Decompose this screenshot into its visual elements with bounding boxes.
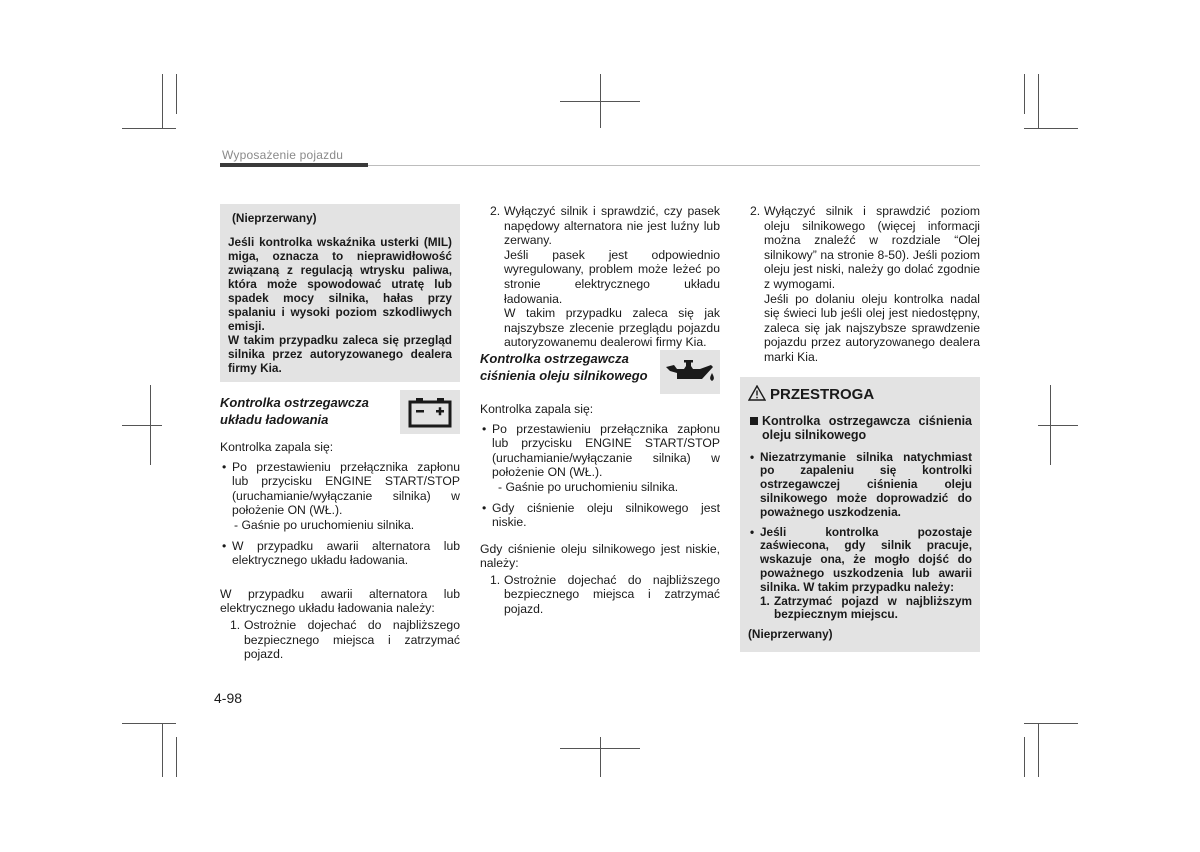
list-item: • W przypadku awarii alternatora lub elektrycznego układu ładowania.	[220, 539, 460, 568]
column-1	[220, 204, 460, 662]
oil-bullets	[480, 422, 720, 530]
caution-subheading: Kontrolka ostrzegawcza ciśnienia oleju silnikowego	[748, 414, 972, 443]
section-title: Wyposażenie pojazdu	[222, 148, 344, 162]
mil-warning-text: Jeśli kontrolka wskaźnika usterki (MIL) miga, oznacza to nieprawidłowość związaną z regulacją wtrysku paliwa, która może spowodować utratę lub spadek mocy silnika, hałas przy spalaniu i wysoki poziom szkodliwych emisji.	[228, 235, 452, 333]
continued-label: (Nieprzerwany)	[748, 627, 833, 642]
alternator-failure-intro: W przypadku awarii alternatora lub elektrycznego układu ładowania należy:	[220, 586, 460, 616]
page-number: 4-98	[214, 690, 243, 706]
header-rule-dark	[220, 163, 368, 167]
column-3	[740, 204, 980, 652]
charging-heading-row	[220, 392, 460, 428]
step-item: 2. Wyłączyć silnik i sprawdzić poziom oleju silnikowego (więcej informacji można znaleźć w rozdziale “Olej silnikowy” na stronie 8-50). Jeśli poziom oleju jest niski, należy go dolać zgodnie z wymogami. Jeśli po dolaniu oleju kontrolka nadal się świeci lub jeśli olej jest niedostępny, zaleca się jak najszybsze sprawdzenie pojazdu przez autoryzowanego dealera marki Kia.	[750, 204, 980, 364]
header-rule-light	[368, 165, 980, 166]
step-item: 2. Wyłączyć silnik i sprawdzić, czy pasek napędowy alternatora nie jest luźny lub zerwany. Jeśli pasek jest odpowiednio wyregulowany, problem może leżeć po stronie elektrycznego układu ładowania. W takim przypadku zaleca się jak najszybsze zlecenie przeglądu pojazdu autoryzowanemu dealerowi firmy Kia.	[490, 204, 720, 350]
list-item: • Niezatrzymanie silnika natychmiast po zapaleniu się kontrolki ostrzegawczej ciśnienia oleju silnikowego może doprowadzić do poważnego uszkodzenia.	[748, 451, 972, 520]
caution-box	[740, 377, 980, 652]
oil-pressure-icon	[660, 350, 720, 394]
list-item: • Po przestawieniu przełącznika zapłonu lub przycisku ENGINE START/STOP (uruchamianie/wyłączanie silnika) w położenie ON (WŁ.). - Gaśnie po uruchomieniu silnika.	[220, 460, 460, 533]
caution-body	[748, 451, 972, 642]
mil-continued-box	[220, 204, 460, 382]
charging-lights-up: Kontrolka zapala się:	[220, 440, 334, 454]
oil-lights-up: Kontrolka zapala się:	[480, 401, 594, 416]
column-2	[480, 204, 720, 617]
battery-warning-icon	[400, 390, 460, 434]
charging-bullets	[220, 460, 460, 568]
oil-heading-row	[480, 350, 720, 398]
square-bullet-icon	[750, 417, 758, 425]
warning-triangle-icon	[748, 385, 766, 406]
list-item: • Gdy ciśnienie oleju silnikowego jest niskie.	[480, 501, 720, 530]
step-item: 1. Ostrożnie dojechać do najbliższego bezpiecznego miejsca i zatrzymać pojazd.	[490, 572, 720, 617]
low-pressure-intro: Gdy ciśnienie oleju silnikowego jest niskie, należy:	[480, 541, 720, 571]
mil-recommendation-text: W takim przypadku zaleca się przegląd silnika przez autoryzowanego dealera firmy Kia.	[228, 333, 452, 375]
caution-title: PRZESTROGA	[748, 385, 972, 406]
list-item: • Po przestawieniu przełącznika zapłonu lub przycisku ENGINE START/STOP (uruchamianie/wyłączanie silnika) w położenie ON (WŁ.). - Gaśnie po uruchomieniu silnika.	[480, 422, 720, 495]
charging-heading: Kontrolka ostrzegawcza układu ładowania	[220, 395, 369, 427]
oil-pressure-heading: Kontrolka ostrzegawcza ciśnienia oleju silnikowego	[480, 350, 648, 383]
list-item: • Jeśli kontrolka pozostaje zaświecona, gdy silnik pracuje, wskazuje ona, że mogło dojść do poważnego uszkodzenia lub awarii silnika. W takim przypadku należy: 1. Zatrzymać pojazd w najbliższym bezpiecznym miejscu.	[748, 526, 972, 623]
continued-label: (Nieprzerwany)	[232, 211, 317, 225]
step-item: 1. Zatrzymać pojazd w najbliższym bezpiecznym miejscu.	[760, 593, 972, 622]
step-item: 1. Ostrożnie dojechać do najbliższego bezpiecznego miejsca i zatrzymać pojazd.	[230, 617, 460, 662]
